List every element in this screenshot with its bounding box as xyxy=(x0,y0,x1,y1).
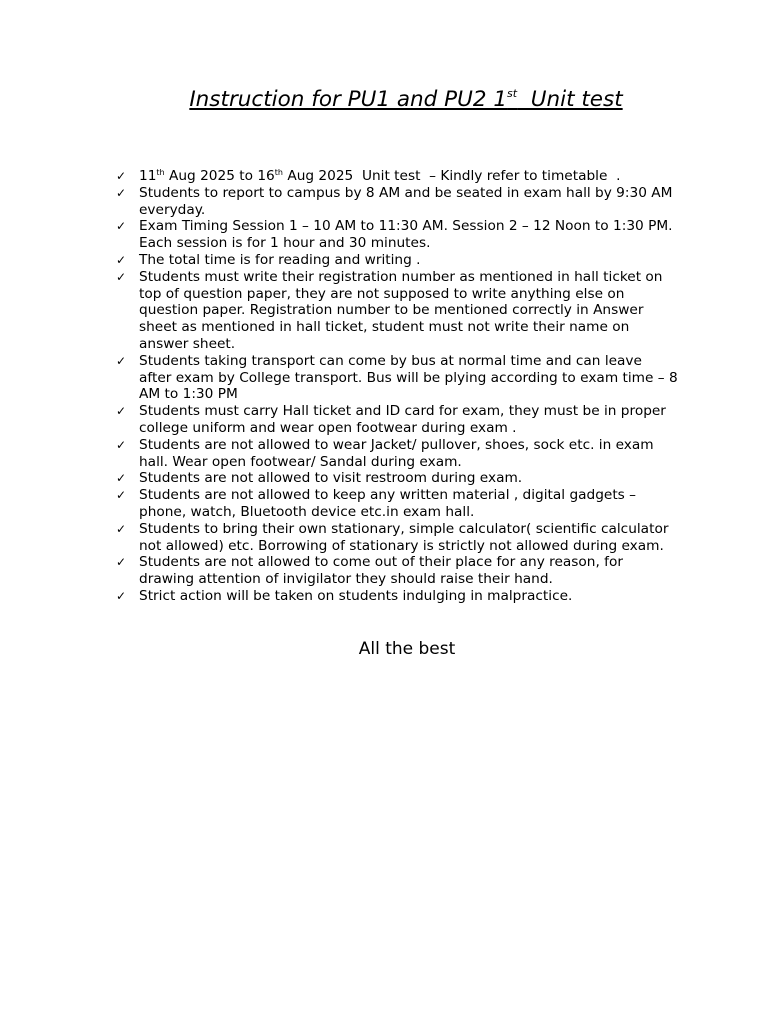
list-item xyxy=(114,185,678,219)
item-text: The total time is for reading and writing . xyxy=(139,251,421,268)
item-text: Students must write their registration number as mentioned in hall ticket on top of question paper, they are not supposed to write anything else on question paper. Registration number to be mentioned correctly in Answer sheet as mentioned in hall ticket, student must not write their name on answer sheet. xyxy=(139,268,663,352)
checkmark-icon: ✓ xyxy=(116,488,127,503)
checkmark-icon: ✓ xyxy=(116,588,127,603)
title-text: Instruction for PU1 and PU2 1 xyxy=(189,87,508,112)
checkmark-icon: ✓ xyxy=(116,219,127,234)
list-item xyxy=(114,269,678,353)
item-text: Students are not allowed to keep any written material , digital gadgets – phone, watch, Bluetooth device etc.in exam hall. xyxy=(139,487,637,520)
item-text: Students are not allowed to come out of their place for any reason, for drawing attention of invigilator they should raise their hand. xyxy=(139,554,623,588)
item-text: Students must carry Hall ticket and ID card for exam, they must be in proper college uniform and wear open footwear during exam . xyxy=(139,403,666,436)
checkmark-icon: ✓ xyxy=(116,521,127,536)
title-superscript: st xyxy=(507,87,518,100)
instruction-list xyxy=(114,168,678,605)
list-item xyxy=(114,437,678,471)
list-item xyxy=(114,353,678,403)
item-text: Students are not allowed to visit restroom during exam. xyxy=(139,470,523,487)
item-text: Exam Timing Session 1 – 10 AM to 11:30 AM. Session 2 – 12 Noon to 1:30 PM. xyxy=(139,218,673,235)
checkmark-icon: ✓ xyxy=(116,437,127,452)
session-note: Each session is for 1 hour and 30 minutes. xyxy=(139,235,431,252)
item-text: Students to report to campus by 8 AM and be seated in exam hall by 9:30 AM everyday. xyxy=(139,184,673,218)
checkmark-icon: ✓ xyxy=(116,471,127,486)
item-text: Aug 2025 Unit test – Kindly refer to timetable . xyxy=(282,168,621,184)
list-item xyxy=(114,470,678,487)
checkmark-icon: ✓ xyxy=(116,185,127,200)
item-text: Aug 2025 to 16 xyxy=(164,168,275,184)
checkmark-icon: ✓ xyxy=(116,252,127,267)
list-item xyxy=(114,521,678,555)
item-text: Strict action will be taken on students indulging in malpractice. xyxy=(139,587,573,604)
list-item xyxy=(114,168,678,185)
item-text: Students taking transport can come by bus at normal time and can leave after exam by College transport. Bus will be plying according to exam time – 8 AM to 1:30 PM xyxy=(139,352,678,403)
title-tail: Unit test xyxy=(517,87,623,112)
checkmark-icon: ✓ xyxy=(116,169,127,183)
checkmark-icon: ✓ xyxy=(116,269,127,284)
item-text: Students to bring their own stationary, simple calculator( scientific calculator not allowed) etc. Borrowing of stationary is strictly not allowed during exam. xyxy=(139,520,669,554)
item-text: Students are not allowed to wear Jacket/ pullover, shoes, sock etc. in exam hall. Wear open footwear/ Sandal during exam. xyxy=(139,436,654,470)
checkmark-icon: ✓ xyxy=(116,353,127,368)
list-item xyxy=(114,554,678,588)
checkmark-icon: ✓ xyxy=(116,555,127,570)
list-item xyxy=(114,487,678,521)
list-item xyxy=(114,588,678,605)
checkmark-icon: ✓ xyxy=(116,404,127,419)
closing-message: All the best xyxy=(358,639,456,659)
list-item xyxy=(114,403,678,437)
item-superscript: th xyxy=(274,168,283,177)
item-text: 11 xyxy=(139,168,157,184)
document-title xyxy=(0,86,768,114)
list-item xyxy=(114,218,678,252)
item-superscript: th xyxy=(156,168,165,177)
list-item xyxy=(114,252,678,269)
